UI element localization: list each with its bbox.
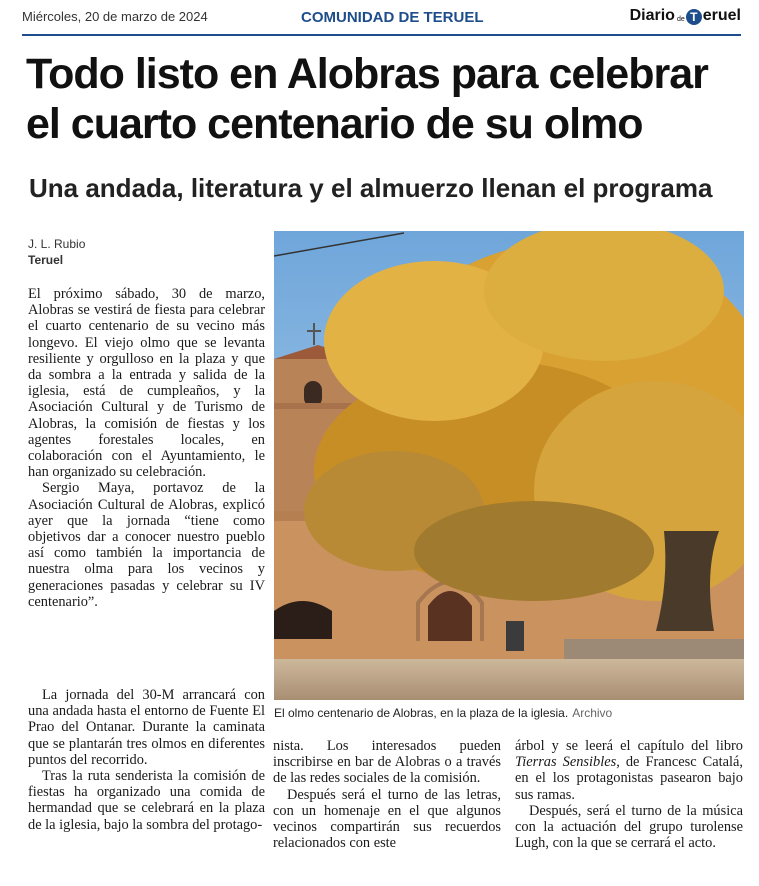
logo-t-badge: T [686, 9, 702, 25]
paragraph-5-text-b: , de Francesc Catalá, en el los protagonistas pasearon bajo sus ramas. [515, 754, 744, 803]
author-name: J. L. Rubio [28, 237, 86, 251]
logo-de: de [676, 16, 685, 23]
elm-tree-photo [274, 231, 744, 700]
paragraph-4-end: nista. Los interesados pueden inscribirse en bar de Alobras o a través de las redes sociales de la comisión. [273, 738, 501, 787]
section-title: COMUNIDAD DE TERUEL [301, 9, 484, 26]
paragraph-6: Después, será el turno de la música con la actuación del grupo turolense Lugh, con la que se cerrará el acto. [515, 802, 743, 852]
byline [28, 236, 85, 268]
newspaper-logo [630, 7, 741, 25]
article-column-1-bottom [28, 687, 265, 833]
logo-text-end: eruel [702, 7, 741, 24]
paragraph-5-text-a: árbol y se leerá el capítulo del libro [515, 738, 743, 754]
article-headline: Todo listo en Alobras para celebrar el cuarto centenario de su olmo [26, 50, 708, 148]
page-header [22, 0, 741, 32]
paragraph-3: La jornada del 30-M arrancará con una andada hasta el entorno de Fuente El Prao del Ontanar. Durante la caminata que se plantarán tres olmos en diferentes puntos del recorrido. [28, 687, 265, 768]
paragraph-5-start: Después será el turno de las letras, con un homenaje en el que algunos vecinos compartirán sus recuerdos relacionados con este [273, 786, 501, 852]
article-subheadline: Una andada, literatura y el almuerzo llenan el programa [29, 173, 713, 203]
article-column-2 [273, 738, 501, 851]
logo-text: Diario [629, 7, 675, 24]
book-title: Tierras Sensibles [515, 754, 617, 771]
article-photo [274, 231, 744, 700]
issue-date: Miércoles, 20 de marzo de 2024 [22, 9, 208, 24]
paragraph-2: Sergio Maya, portavoz de la Asociación Cultural de Alobras, explicó ayer que la jornada “tiene como objetivos dar a conocer nuestro pueblo así como también la importancia de nuestra olma para los vecinos y generaciones pasadas y celebrar su IV centenario”. [28, 480, 265, 610]
header-rule [22, 34, 741, 36]
article-column-1 [28, 286, 265, 610]
photo-caption [274, 706, 612, 720]
paragraph-1: El próximo sábado, 30 de marzo, Alobras se vestirá de fiesta para celebrar el cuarto centenario de su vecino más longevo. El viejo olmo que se levanta resiliente y orgulloso en la plaza y que da sombra a la entrada y salida de la iglesia, está de cumpleaños, y la Asociación Cultural y de Turismo de Alobras, la comisión de fiestas y los agentes forestales locales, en colaboración con el Ayuntamiento, le han organizado su celebración. [28, 286, 265, 481]
author-location: Teruel [28, 253, 64, 267]
photo-credit: Archivo [572, 706, 613, 720]
article-column-3 [515, 738, 743, 851]
paragraph-5-end [515, 738, 743, 803]
caption-text: El olmo centenario de Alobras, en la plaza de la iglesia. [274, 706, 569, 720]
paragraph-4-start: Tras la ruta senderista la comisión de fiestas ha organizado una comida de hermandad que se celebrará en la plaza de la iglesia, bajo la sombra del protago- [28, 768, 265, 833]
